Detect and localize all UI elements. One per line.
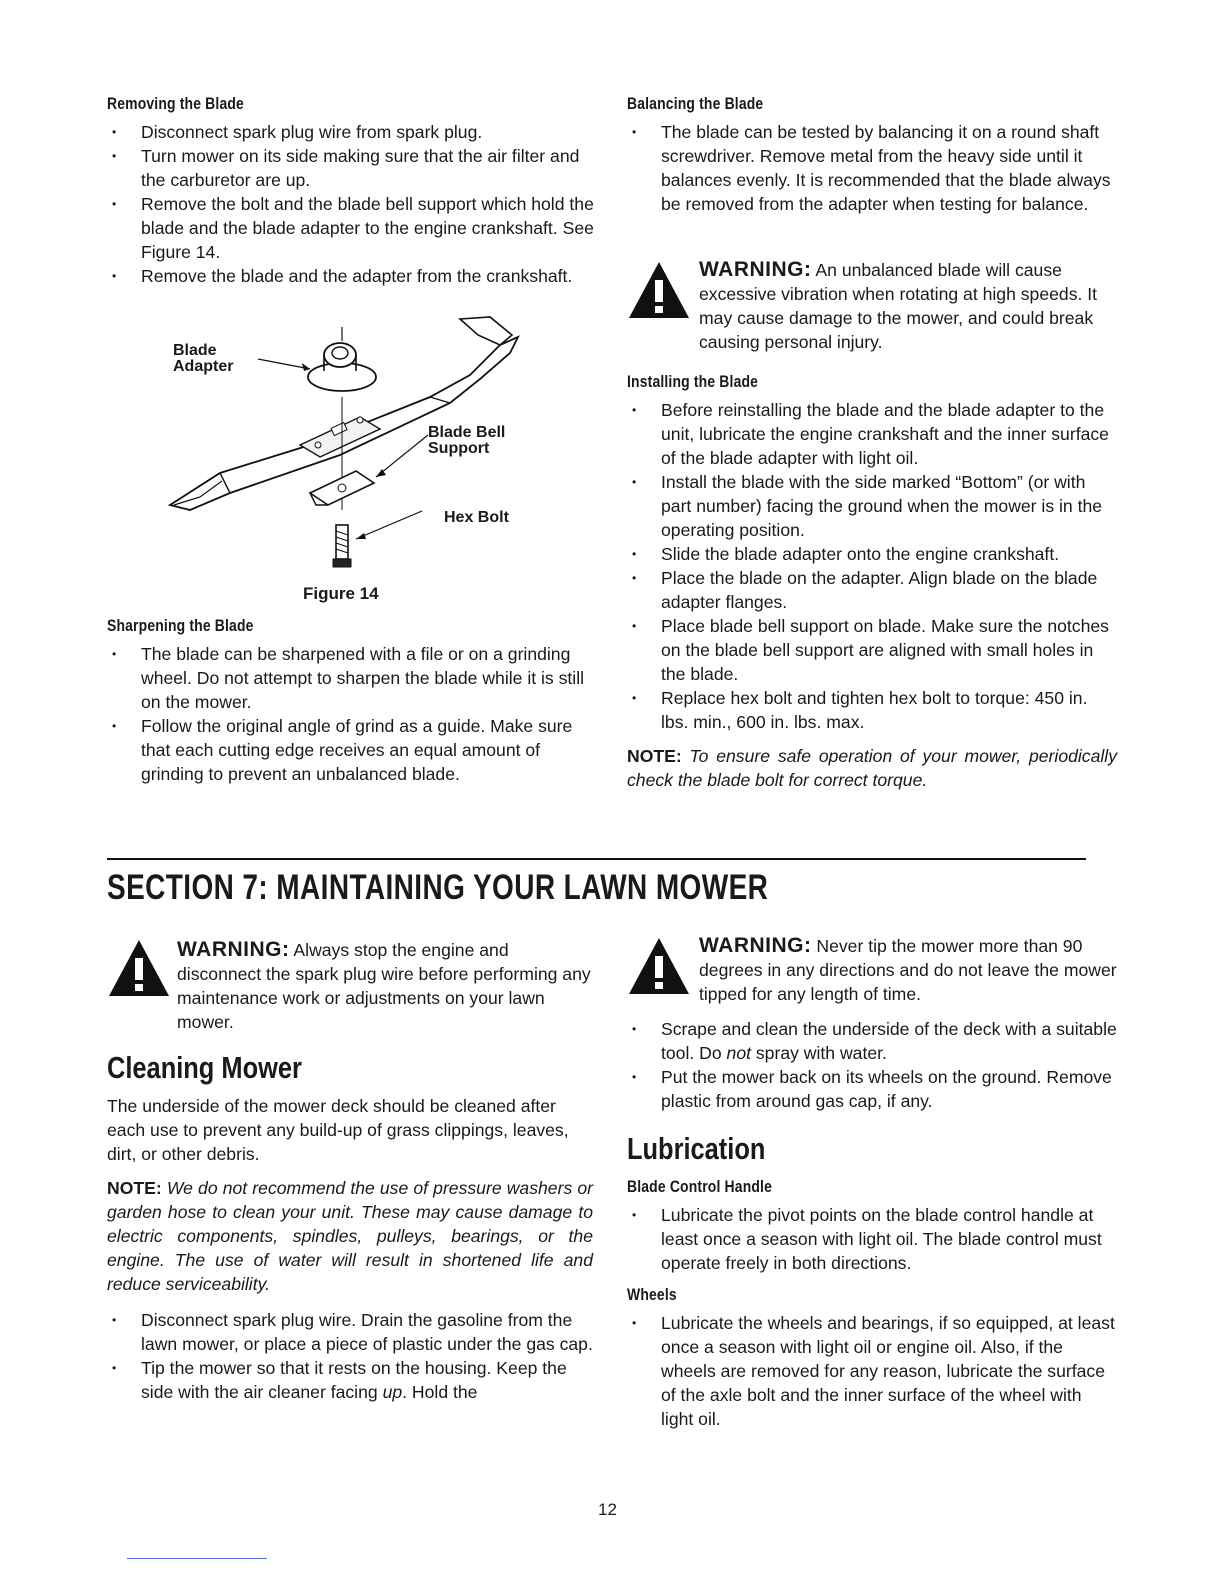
warning-triangle-icon bbox=[107, 938, 171, 998]
wheels-list bbox=[627, 1311, 1117, 1431]
sharpening-blade-heading: Sharpening the Blade bbox=[107, 616, 254, 635]
installing-list bbox=[627, 398, 1117, 734]
list-item: • Disconnect spark plug wire from spark plug. bbox=[107, 120, 597, 144]
list-item: • Put the mower back on its wheels on the ground. Remove plastic from around gas cap, if any. bbox=[627, 1065, 1117, 1113]
blade-adapter-label: Blade Adapter bbox=[173, 342, 234, 375]
section-title: SECTION 7: MAINTAINING YOUR LAWN MOWER bbox=[107, 868, 769, 907]
figure-caption: Figure 14 bbox=[303, 584, 379, 603]
list-item: • Place blade bell support on blade. Make sure the notches on the blade bell support are aligned with small holes in the blade. bbox=[627, 614, 1117, 686]
warning-label: WARNING: bbox=[177, 938, 290, 961]
list-item: • Place the blade on the adapter. Align blade on the blade adapter flanges. bbox=[627, 566, 1117, 614]
left-top-column bbox=[107, 94, 597, 288]
blade-control-list bbox=[627, 1203, 1117, 1275]
list-item: • Follow the original angle of grind as a guide. Make sure that each cutting edge receives an equal amount of grinding to prevent an unbalanced blade. bbox=[107, 714, 597, 786]
note-label: NOTE: bbox=[627, 746, 682, 766]
list-item: • Lubricate the wheels and bearings, if so equipped, at least once a season with light oil or engine oil. Also, if the wheels are removed for any reason, lubricate the surface of the axle bolt and the inner surface of the wheel with light oil. bbox=[627, 1311, 1117, 1431]
list-item: • Remove the bolt and the blade bell support which hold the blade and the blade adapter to the engine crankshaft. See Figure 14. bbox=[107, 192, 597, 264]
list-item: • Install the blade with the side marked “Bottom” (or with part number) facing the ground when the mower is in the operating position. bbox=[627, 470, 1117, 542]
note-label: NOTE: bbox=[107, 1178, 162, 1198]
cleaning-section bbox=[107, 1050, 593, 1404]
figure-14 bbox=[160, 305, 540, 610]
warning-text: An unbalanced blade will cause excessive vibration when rotating at high speeds. It may cause damage to the mower, and could break causing personal injury. bbox=[699, 260, 1098, 352]
note-text: To ensure safe operation of your mower, periodically check the blade bolt for correct torque. bbox=[627, 746, 1117, 790]
list-item: • Slide the blade adapter onto the engine crankshaft. bbox=[627, 542, 1117, 566]
warning-text: Always stop the engine and disconnect the spark plug wire before performing any maintenance work or adjustments on your lawn mower. bbox=[177, 940, 591, 1032]
list-item: • Lubricate the pivot points on the blade control handle at least once a season with light oil. The blade control must operate freely in both directions. bbox=[627, 1203, 1117, 1275]
right-bottom-column bbox=[627, 1017, 1117, 1431]
balancing-list bbox=[627, 120, 1117, 216]
hex-bolt-label: Hex Bolt bbox=[444, 509, 509, 526]
list-item: • Remove the blade and the adapter from the crankshaft. bbox=[107, 264, 597, 288]
list-item: • Turn mower on its side making sure that the air filter and the carburetor are up. bbox=[107, 144, 597, 192]
cleaning-body: The underside of the mower deck should be cleaned after each use to prevent any build-up of grass clippings, leaves, dirt, or other debris. bbox=[107, 1096, 569, 1164]
removing-blade-heading: Removing the Blade bbox=[107, 94, 244, 113]
list-item: • Replace hex bolt and tighten hex bolt to torque: 450 in. lbs. min., 600 in. lbs. max. bbox=[627, 686, 1117, 734]
warning-label: WARNING: bbox=[699, 934, 812, 957]
warning-text: Never tip the mower more than 90 degrees in any directions and do not leave the mower tipped for any length of time. bbox=[699, 936, 1117, 1004]
list-item: • Before reinstalling the blade and the blade adapter to the unit, lubricate the engine crankshaft and the inner surface of the blade adapter with light oil. bbox=[627, 398, 1117, 470]
installing-section bbox=[627, 372, 1117, 792]
list-item: • The blade can be sharpened with a file or on a grinding wheel. Do not attempt to sharpen the blade while it is still on the mower. bbox=[107, 642, 597, 714]
note-text: We do not recommend the use of pressure washers or garden hose to clean your unit. These may cause damage to electric components, spindles, pulleys, bearings, or the engine. The use of water will result in shortened life and reduce serviceability. bbox=[107, 1178, 594, 1294]
section-divider bbox=[107, 858, 1086, 860]
cleaning-mower-heading: Cleaning Mower bbox=[107, 1050, 302, 1085]
installing-blade-heading: Installing the Blade bbox=[627, 372, 759, 391]
blade-bell-support-label: Blade Bell Support bbox=[428, 424, 506, 457]
torque-note bbox=[627, 744, 1117, 792]
balancing-blade-heading: Balancing the Blade bbox=[627, 94, 764, 113]
removing-blade-list bbox=[107, 120, 597, 288]
list-item: • Scrape and clean the underside of the deck with a suitable tool. Do not spray with water. bbox=[627, 1017, 1117, 1065]
page-number: 12 bbox=[598, 1500, 617, 1519]
warning-triangle-icon bbox=[627, 260, 691, 320]
lubrication-heading: Lubrication bbox=[627, 1131, 766, 1166]
footer-rule bbox=[127, 1558, 267, 1559]
post-cleaning-list bbox=[627, 1017, 1117, 1113]
right-top-column bbox=[627, 94, 1117, 216]
blade-control-handle-heading: Blade Control Handle bbox=[627, 1177, 773, 1196]
list-item: • The blade can be tested by balancing it on a round shaft screwdriver. Remove metal from the heavy side until it balances evenly. It is recommended that the blade always be removed from the adapter when testing for balance. bbox=[627, 120, 1117, 216]
pressure-washer-note bbox=[107, 1176, 593, 1296]
warning-label: WARNING: bbox=[699, 258, 812, 281]
cleaning-list bbox=[107, 1308, 593, 1404]
wheels-heading: Wheels bbox=[627, 1285, 677, 1304]
sharpening-list bbox=[107, 642, 597, 786]
list-item: • Tip the mower so that it rests on the housing. Keep the side with the air cleaner facing up. Hold the bbox=[107, 1356, 593, 1404]
sharpening-section bbox=[107, 616, 597, 786]
warning-triangle-icon bbox=[627, 936, 691, 996]
list-item: • Disconnect spark plug wire. Drain the gasoline from the lawn mower, or place a piece of plastic under the gas cap. bbox=[107, 1308, 593, 1356]
